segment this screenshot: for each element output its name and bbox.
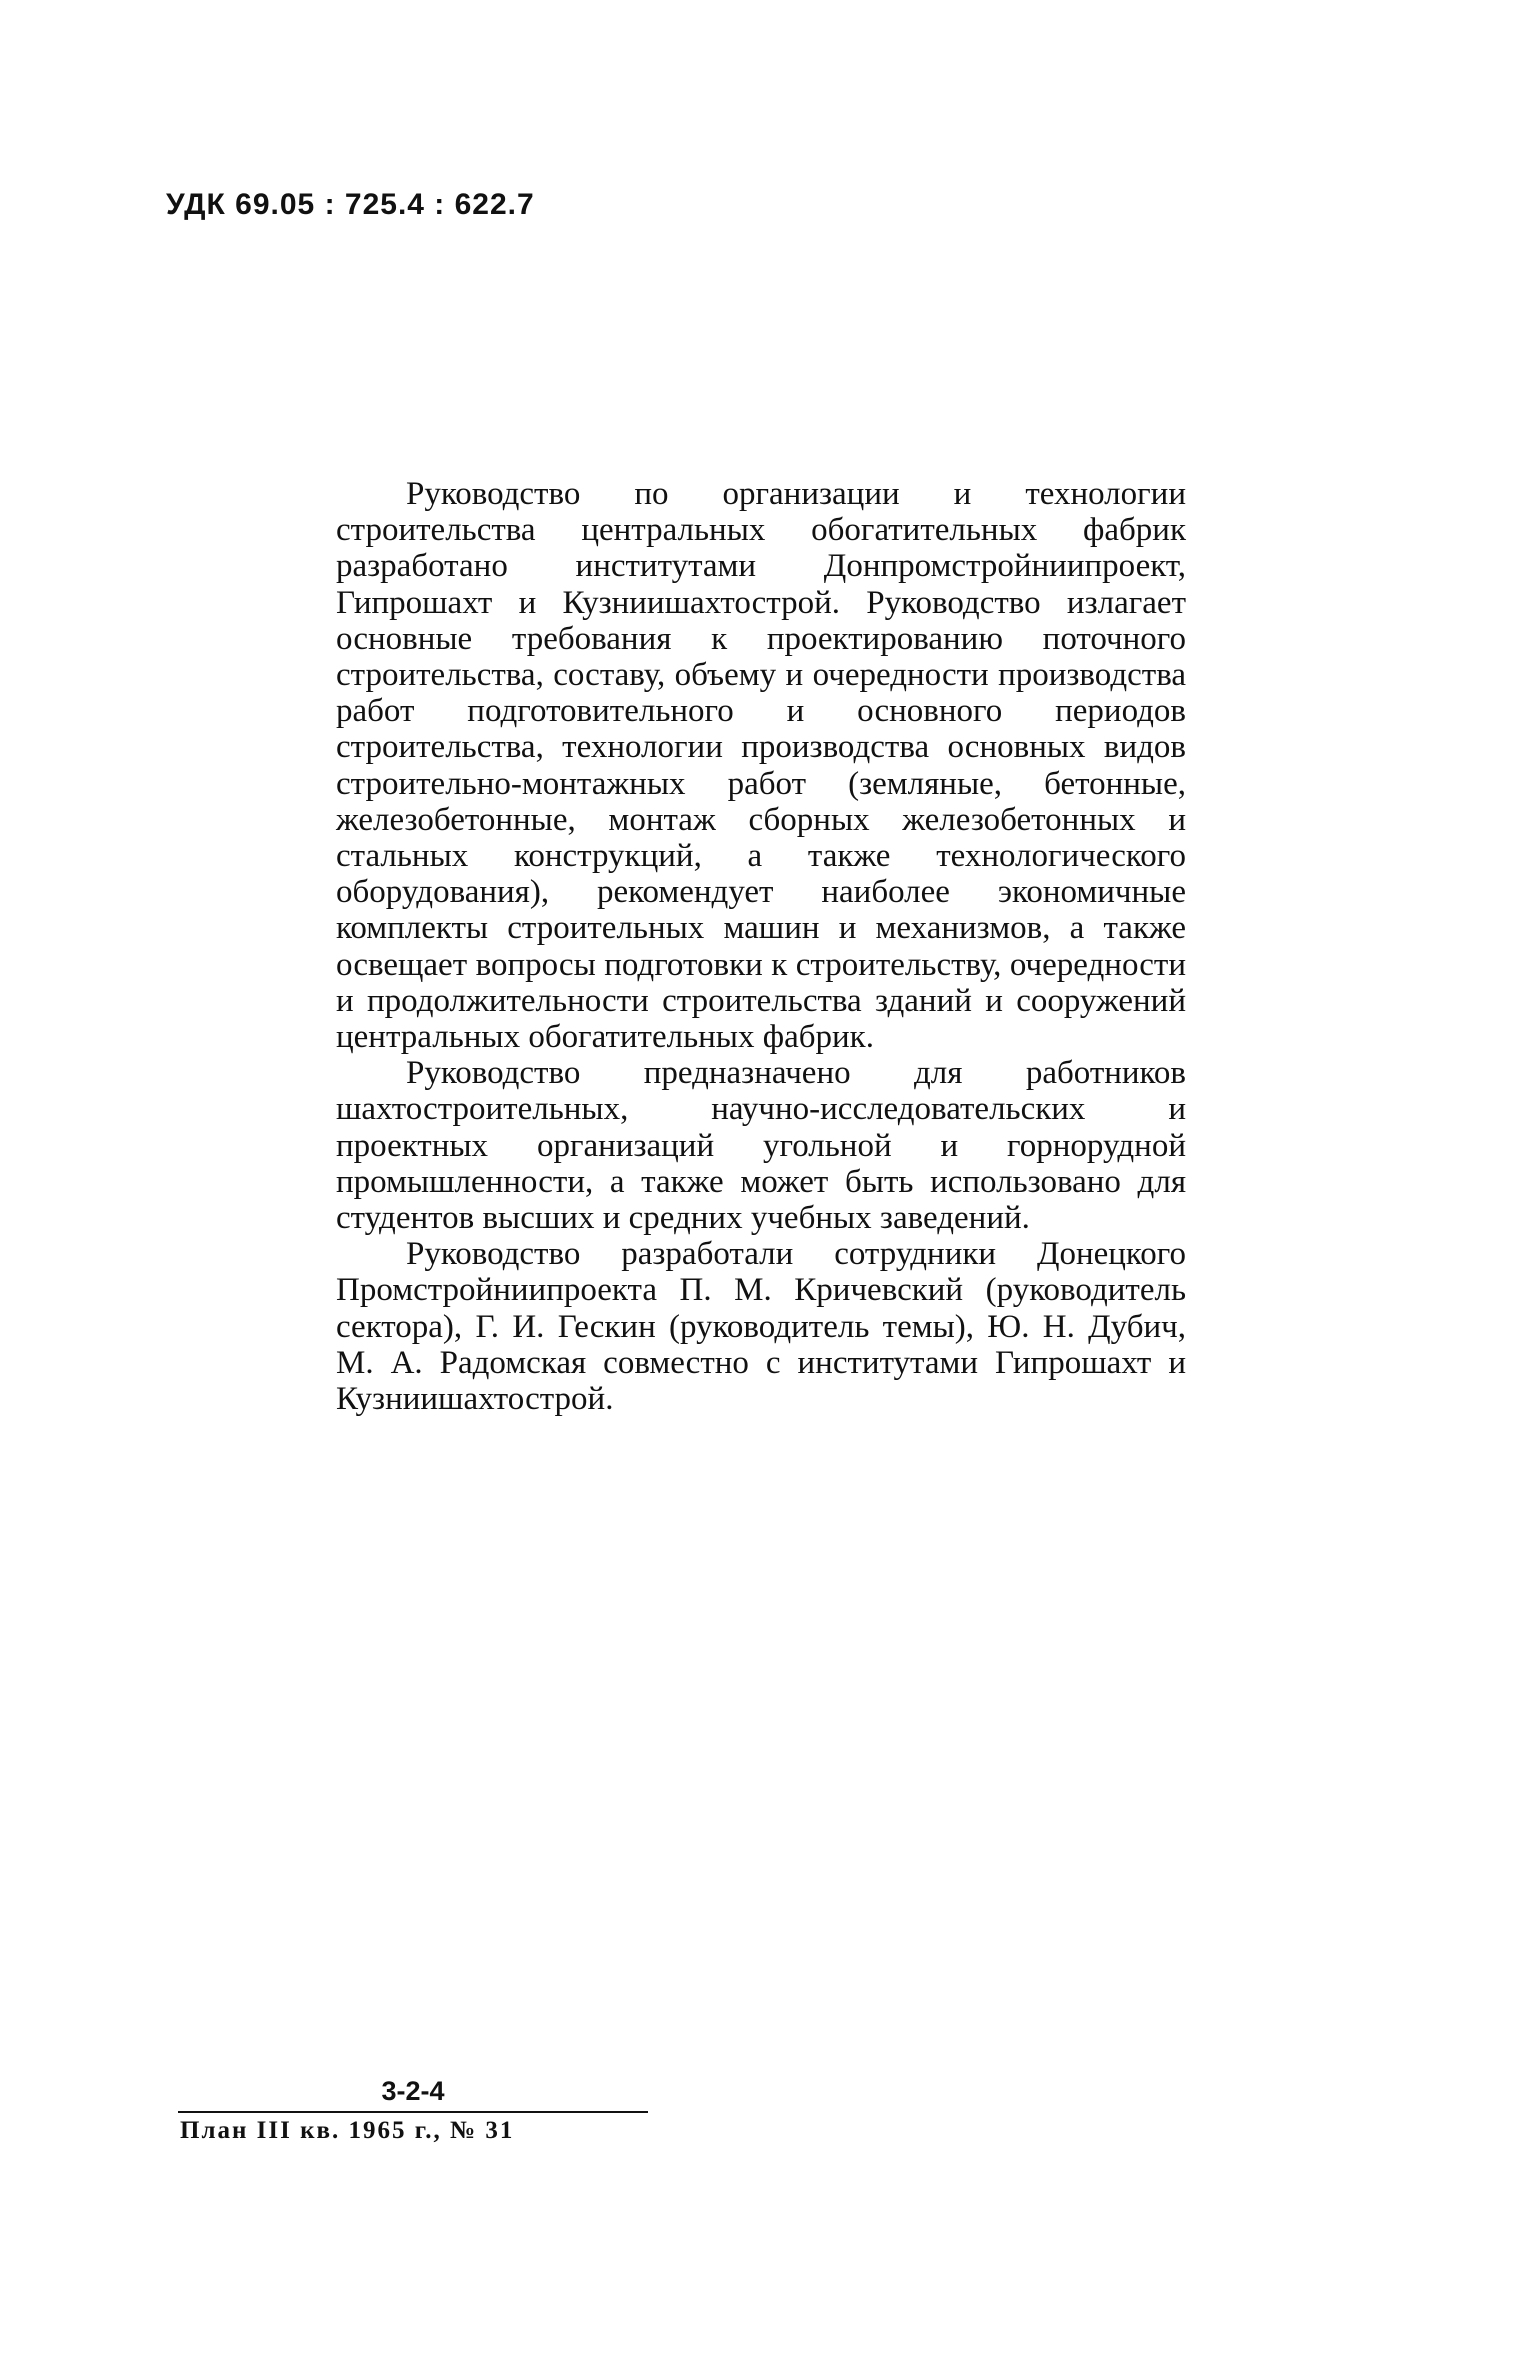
udc-classification: УДК 69.05 : 725.4 : 622.7 — [166, 188, 535, 221]
abstract-text — [336, 476, 1186, 1417]
abstract-paragraph: Руководство предназначено для работников шахтостроительных, научно-исследовательских и проектных организаций угольной и горнорудной промышленности, а также может быть использовано для студентов высших и средних учебных заведений. — [336, 1055, 1186, 1237]
imprint-block — [178, 2076, 648, 2145]
abstract-paragraph: Руководство разработали сотрудники Донецкого Промстройниипроекта П. М. Кричевский (руководитель сектора), Г. И. Гескин (руководитель темы), Ю. Н. Дубич, М. А. Радомская совместно с институтами Гипрошахт и Кузниишахтострой. — [336, 1236, 1186, 1418]
publication-plan: План III кв. 1965 г., № 31 — [180, 2117, 515, 2144]
imprint-divider — [178, 2111, 648, 2113]
abstract-paragraph: Руководство по организации и технологии строительства центральных обогатительных фабрик разработано институтами Донпромстройниипроект, Гипрошахт и Кузниишахтострой. Руководство излагает основные требования к проектированию поточного строительства, составу, объему и очередности производства работ подготовительного и основного периодов строительства, технологии производства основных видов строительно-монтажных работ (земляные, бетонные, железобетонные, монтаж сборных железобетонных и стальных конструкций, а также технологического оборудования), рекомендует наиболее экономичные комплекты строительных машин и механизмов, а также освещает вопросы подготовки к строительству, очередности и продолжительности строительства зданий и сооружений центральных обогатительных фабрик. — [336, 476, 1186, 1056]
imprint-code: 3-2-4 — [381, 2076, 445, 2106]
